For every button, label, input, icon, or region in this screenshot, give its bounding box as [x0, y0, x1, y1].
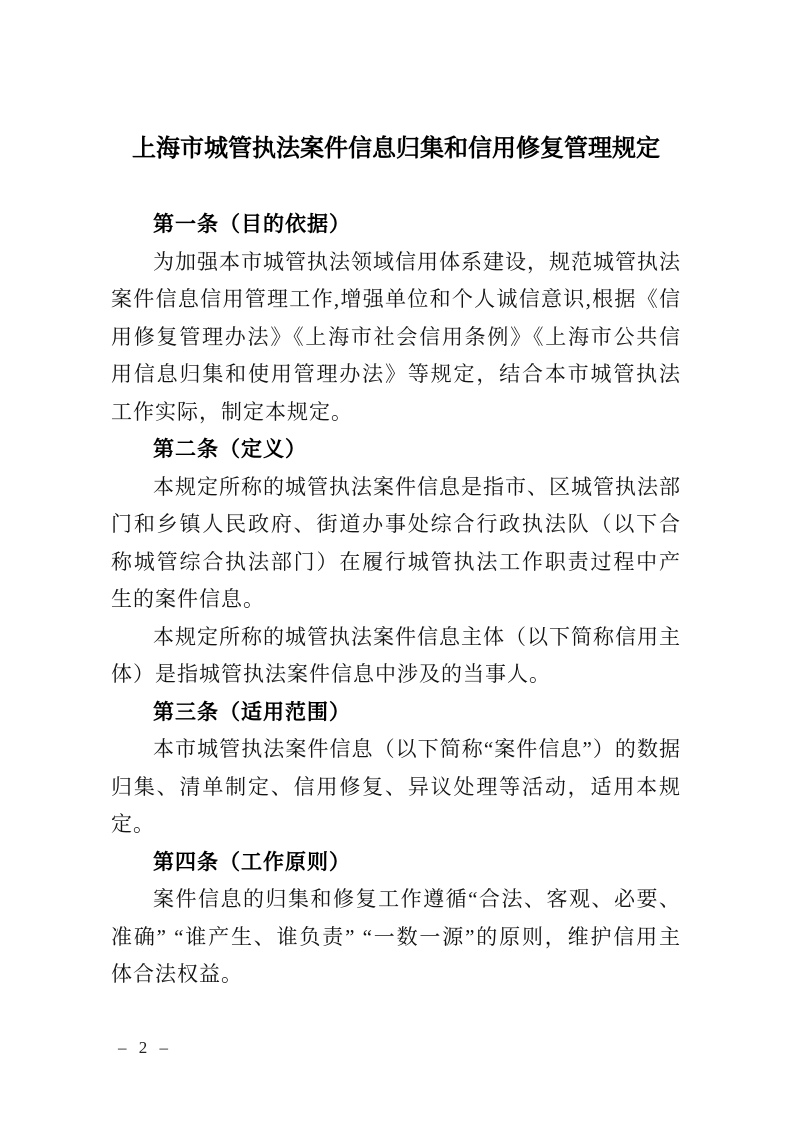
article-1-paragraph: 为加强本市城管执法领域信用体系建设，规范城管执法案件信息信用管理工作,增强单位和个人诚信意识,根据《信用修复管理办法》《上海市社会信用条例》《上海市公共信用信息归集和使用管理办法》等规定，结合本市城管执法工作实际，制定本规定。	[111, 249, 681, 424]
paragraph-list	[111, 206, 681, 994]
article-3-heading: 第三条（适用范围）	[153, 699, 351, 724]
article-1-heading: 第一条（目的依据）	[153, 212, 351, 236]
article-3-paragraph: 本市城管执法案件信息（以下简称“案件信息”）的数据归集、清单制定、信用修复、异议处理等活动，适用本规定。	[111, 737, 681, 836]
article-4-paragraph: 案件信息的归集和修复工作遵循“合法、客观、必要、准确” “谁产生、谁负责” “一数一源”的原则，维护信用主体合法权益。	[111, 887, 681, 986]
document-title: 上海市城管执法案件信息归集和信用修复管理规定	[132, 136, 660, 162]
article-2-paragraph-2: 本规定所称的城管执法案件信息主体（以下简称信用主体）是指城管执法案件信息中涉及的当事人。	[111, 624, 681, 686]
article-2-heading: 第二条（定义）	[153, 437, 307, 461]
article-2-paragraph-1: 本规定所称的城管执法案件信息是指市、区城管执法部门和乡镇人民政府、街道办事处综合行政执法队（以下合称城管综合执法部门）在履行城管执法工作职责过程中产生的案件信息。	[111, 474, 681, 611]
page-number: – 2 –	[118, 1038, 172, 1057]
article-4-heading: 第四条（工作原则）	[153, 849, 351, 874]
document-body	[111, 0, 681, 994]
